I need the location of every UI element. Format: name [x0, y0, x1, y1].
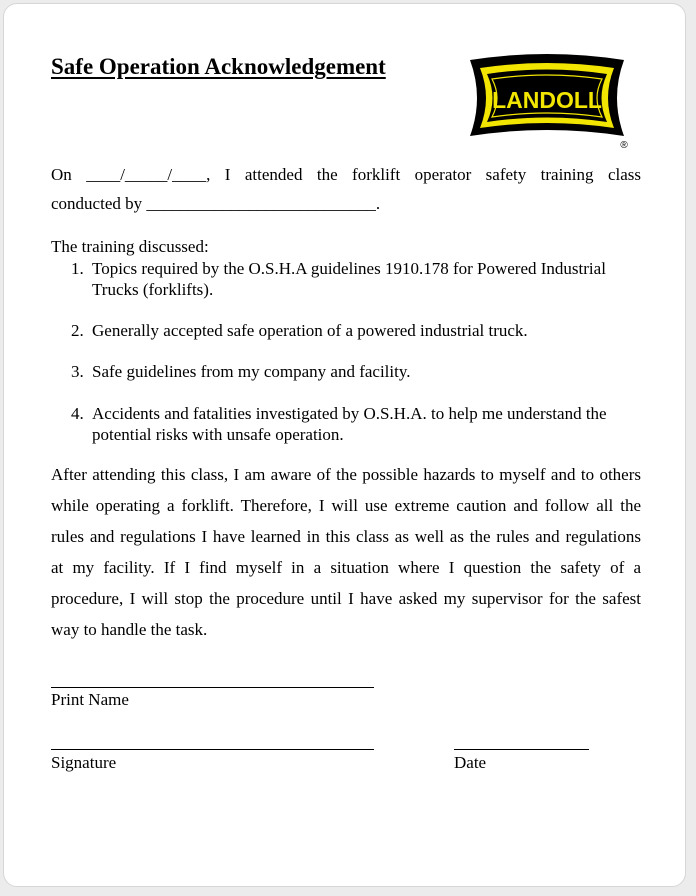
ack-line: procedure, I will stop the procedure until I have asked my supervisor for the safest	[51, 589, 641, 608]
list-item-text: Safe guidelines from my company and facility.	[92, 362, 411, 381]
list-item-text: Generally accepted safe operation of a powered industrial truck.	[92, 321, 528, 340]
list-item-number: 4.	[71, 404, 84, 423]
print-name-line[interactable]	[51, 687, 374, 688]
list-item-text: Topics required by the O.S.H.A guidelines 1910.178 for Powered Industrial	[92, 259, 606, 278]
list-item-number: 2.	[71, 321, 84, 340]
list-item-number: 3.	[71, 362, 84, 381]
training-heading: The training discussed:	[51, 237, 209, 256]
document-title: Safe Operation Acknowledgement	[51, 54, 386, 79]
list-item-text-cont: Trucks (forklifts).	[92, 280, 214, 299]
intro-line-1: On ____/_____/____, I attended the forklift operator safety training class	[51, 165, 641, 184]
signature-line[interactable]	[51, 749, 374, 750]
list-item-text-cont: potential risks with unsafe operation.	[92, 425, 344, 444]
document-page	[3, 3, 686, 887]
ack-line: at my facility. If I find myself in a situation where I question the safety of a	[51, 558, 641, 577]
registered-mark: ®	[620, 140, 628, 151]
ack-line: rules and regulations I have learned in this class as well as the rules and regulations	[51, 527, 641, 546]
signature-label: Signature	[51, 753, 117, 772]
list-item-text: Accidents and fatalities investigated by O.S.H.A. to help me understand the	[92, 404, 607, 423]
ack-line: while operating a forklift. Therefore, I will use extreme caution and follow all the	[51, 496, 641, 515]
date-label: Date	[454, 753, 487, 772]
date-line[interactable]	[454, 749, 589, 750]
intro-line-2: conducted by ___________________________.	[51, 194, 381, 213]
list-item-number: 1.	[71, 259, 84, 278]
print-name-label: Print Name	[51, 690, 129, 709]
ack-line: After attending this class, I am aware of the possible hazards to myself and to others	[51, 465, 641, 484]
logo-text: LANDOLL	[492, 87, 602, 113]
ack-line: way to handle the task.	[51, 620, 208, 639]
landoll-logo	[462, 50, 632, 152]
